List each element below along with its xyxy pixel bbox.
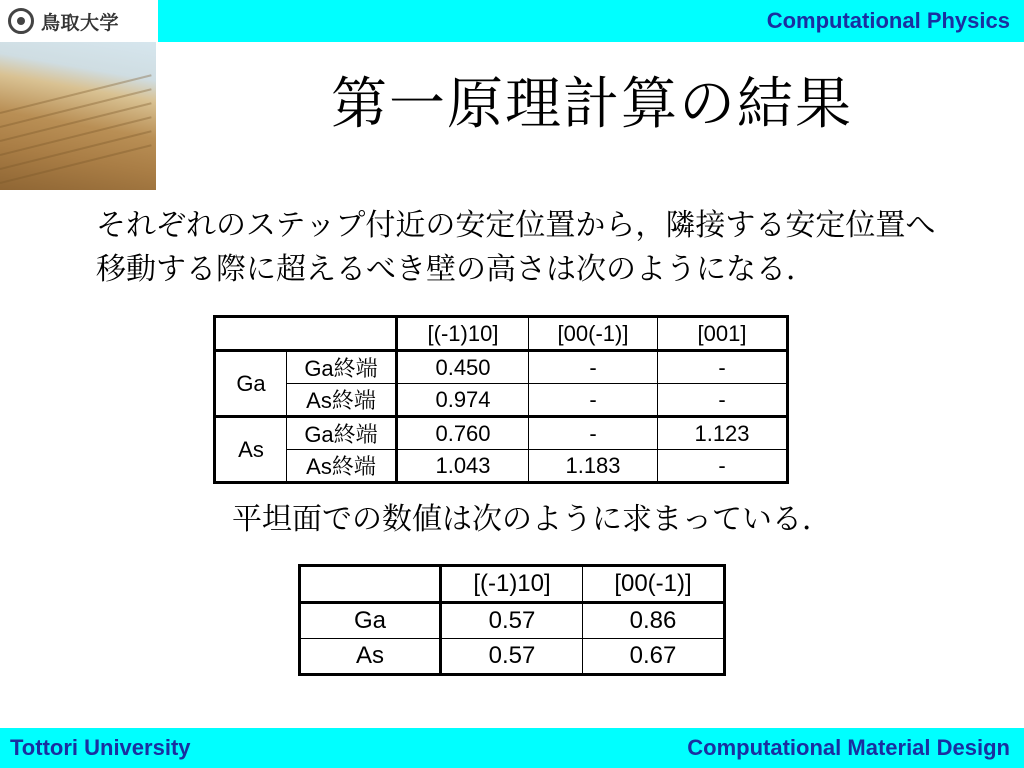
university-logo [0, 0, 158, 42]
header-bar [0, 0, 1024, 42]
value-cell: - [529, 417, 658, 450]
flat-surface-table [298, 564, 726, 676]
value-cell: 0.67 [583, 639, 725, 675]
table-header-cell: [(-1)10] [441, 566, 583, 603]
termination-cell: Ga終端 [287, 417, 397, 450]
table-header-cell: [(-1)10] [397, 317, 529, 351]
course-title: Computational Physics [766, 8, 1010, 33]
university-seal-icon [8, 8, 34, 34]
element-cell: Ga [215, 351, 287, 417]
table-row [300, 603, 725, 639]
value-cell: 0.974 [397, 384, 529, 417]
value-cell: 0.86 [583, 603, 725, 639]
value-cell: 0.57 [441, 639, 583, 675]
value-cell: 0.760 [397, 417, 529, 450]
table-row [215, 384, 788, 417]
element-cell: As [215, 417, 287, 483]
table-header-cell: [00(-1)] [583, 566, 725, 603]
value-cell: 0.450 [397, 351, 529, 384]
footer-bar [0, 728, 1024, 768]
table-header-row [300, 566, 725, 603]
value-cell: - [658, 450, 788, 483]
value-cell: 1.123 [658, 417, 788, 450]
university-name: 鳥取大学 [41, 11, 120, 34]
value-cell: - [529, 384, 658, 417]
table-header-cell: [001] [658, 317, 788, 351]
termination-cell: Ga終端 [287, 351, 397, 384]
table-header-row [215, 317, 788, 351]
value-cell: 1.043 [397, 450, 529, 483]
value-cell: - [658, 384, 788, 417]
termination-cell: As終端 [287, 450, 397, 483]
table-row [215, 351, 788, 384]
table-header-cell: [00(-1)] [529, 317, 658, 351]
table-row [215, 417, 788, 450]
value-cell: - [658, 351, 788, 384]
termination-cell: As終端 [287, 384, 397, 417]
table-corner-cell [300, 566, 441, 603]
footer-course: Computational Material Design [687, 735, 1010, 760]
footer-university: Tottori University [10, 735, 191, 760]
value-cell: 0.57 [441, 603, 583, 639]
element-cell: Ga [300, 603, 441, 639]
value-cell: - [529, 351, 658, 384]
slide-title: 第一原理計算の結果 [331, 72, 853, 137]
value-cell: 1.183 [529, 450, 658, 483]
table-row [300, 639, 725, 675]
table-row [215, 450, 788, 483]
sand-dune-photo [0, 42, 156, 190]
flat-surface-caption: 平坦面での数値は次のように求まっている． [232, 502, 832, 537]
intro-text: それぞれのステップ付近の安定位置から，隣接する安定位置へ移動する際に超えるべき壁の高さは次のようになる． [96, 208, 936, 287]
element-cell: As [300, 639, 441, 675]
step-barrier-table [213, 315, 789, 484]
table-corner-cell [215, 317, 397, 351]
